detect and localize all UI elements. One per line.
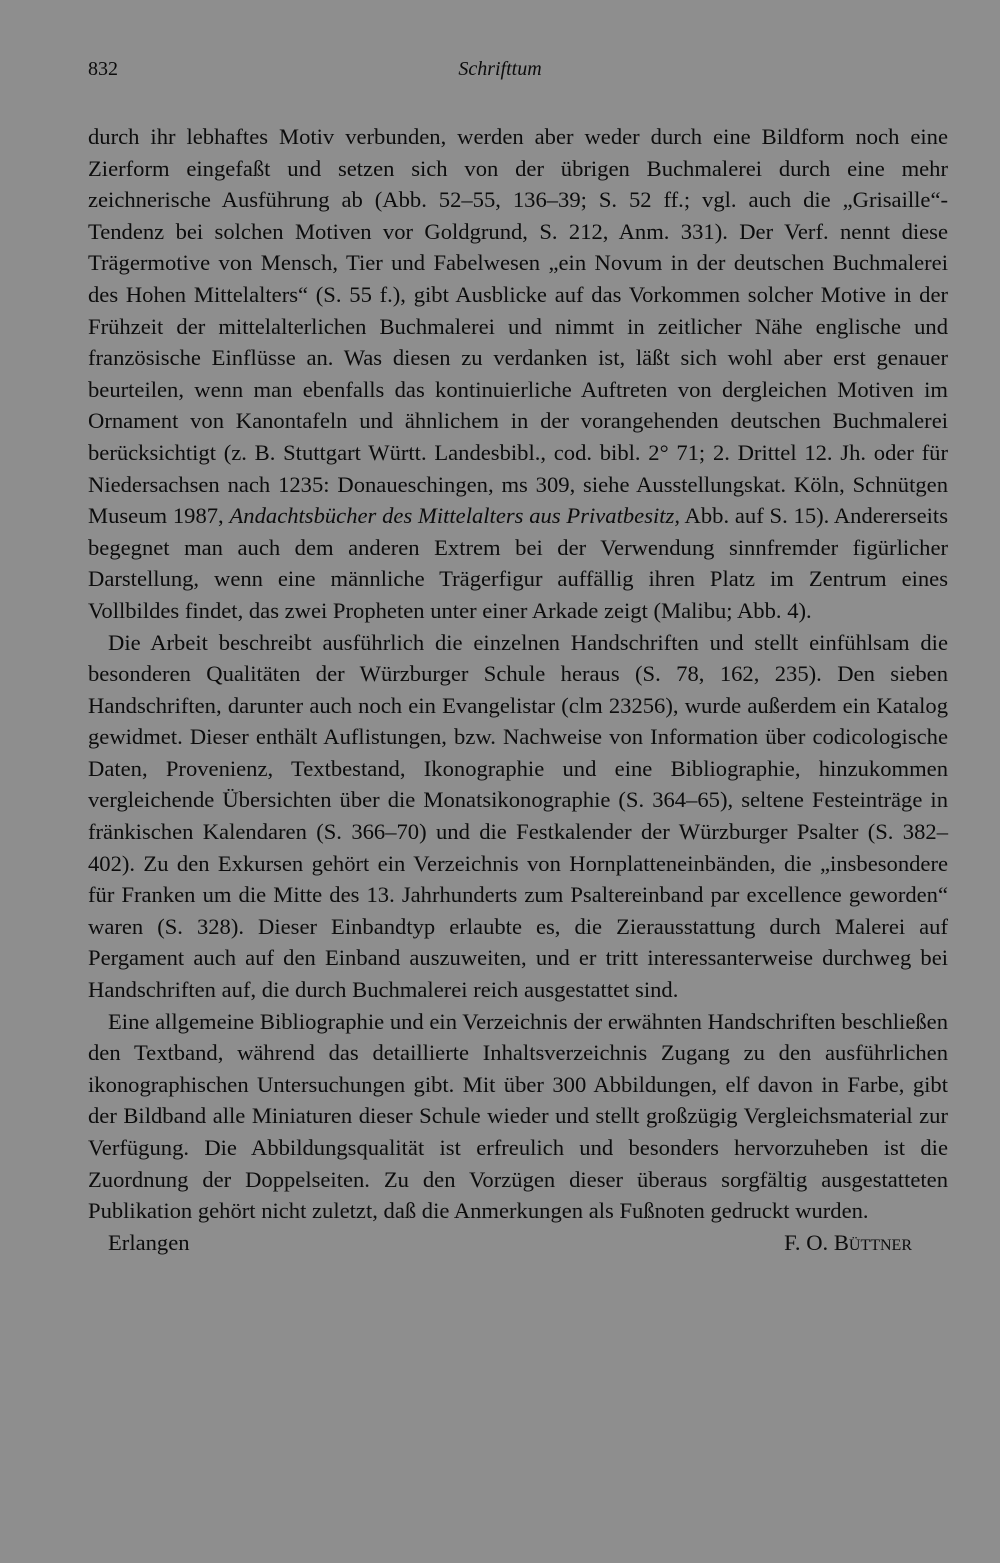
page-header bbox=[88, 58, 912, 88]
paragraph-3: Eine allgemeine Bibliographie und ein Verzeichnis der erwähnten Handschriften beschließen den Textband, während das detaillierte Inhaltsverzeichnis Zugang zu den ausführlichen ikonographischen Untersuchungen gibt. Mit über 300 Abbildungen, elf davon in Farbe, gibt der Bildband alle Miniaturen dieser Schule wieder und stellt großzügig Vergleichsmaterial zur Verfügung. Die Abbildungsqualität ist erfreulich und besonders hervorzuheben ist die Zuordnung der Doppelseiten. Zu den Vorzügen dieser überaus sorgfältig ausgestatteten Publikation gehört nicht zuletzt, daß die Anmerkungen als Fußnoten gedruckt wurden. bbox=[88, 1008, 948, 1224]
review-body bbox=[88, 121, 948, 1259]
paragraph-1-text: durch ihr lebhaftes Motiv verbunden, werden aber weder durch eine Bildform noch eine Zierform eingefaßt und setzen sich von der übrigen Buchmalerei durch eine mehr zeichnerische Ausführung ab (Abb. 52–55, 136–39; S. 52 ff.; vgl. auch die „Grisaille“-Tendenz bei solchen Motiven vor Goldgrund, S. 212, Anm. 331). Der Verf. nennt diese Trägermotive von Mensch, Tier und Fabelwesen „ein Novum in der deutschen Buchmalerei des Hohen Mittelalters“ (S. 55 f.), gibt Ausblicke auf das Vorkommen solcher Motive in der Frühzeit der mittelalterlichen Buchmalerei und nimmt in zeitlicher Nähe englische und französische Einflüsse an. Was diesen zu verdanken ist, läßt sich wohl aber erst genauer beurteilen, wenn man ebenfalls das kontinuierliche Auftreten von dergleichen Motiven im Ornament von Kanontafeln und ähnlichem in der vorangehenden deutschen Buchmalerei berücksichtigt (z. B. Stuttgart Württ. Landesbibl., cod. bibl. 2° 71; 2. Drittel 12. Jh. oder für Niedersachsen nach 1235: Donaueschingen, ms 309, siehe Ausstellungskat. Köln, Schnütgen Museum 1987, bbox=[88, 124, 948, 529]
signature-place: Erlangen bbox=[108, 1229, 190, 1255]
signature-line bbox=[88, 1227, 948, 1259]
signature-author: F. O. Büttner bbox=[784, 1229, 912, 1255]
paragraph-1-text-continued: Abb. auf S. 15). Andererseits begegnet man auch dem anderen Extrem bei der Verwendung sinnfremder figürlicher Darstellung, wenn eine männliche Trägerfigur auffällig ihren Platz im Zentrum eines Vollbildes findet, das zwei Propheten unter einer Arkade zeigt (Malibu; Abb. 4). bbox=[88, 503, 949, 623]
paragraph-2: Die Arbeit beschreibt ausführlich die einzelnen Handschriften und stellt einfühlsam die besonderen Qualitäten der Würzburger Schule heraus (S. 78, 162, 235). Den sieben Handschriften, darunter auch noch ein Evangelistar (clm 23256), wurde außerdem ein Katalog gewidmet. Dieser enthält Auflistungen, bzw. Nachweise von Information über codicologische Daten, Provenienz, Textbestand, Ikonographie und eine Bibliographie, hinzukommen vergleichende Übersichten über die Monatsikonographie (S. 364–65), seltene Festeinträge in fränkischen Kalendaren (S. 366–70) und die Festkalender der Würzburger Psalter (S. 382–402). Zu den Exkursen gehört ein Verzeichnis von Hornplatteneinbänden, die „insbesondere für Franken um die Mitte des 13. Jahrhunderts zum Psaltereinband par excellence geworden“ waren (S. 328). Dieser Einbandtyp erlaubte es, die Zierausstattung durch Malerei auf Pergament auch auf den Einband auszuweiten, und er tritt interessanterweise durchweg bei Handschriften auf, die durch Buchmalerei reich ausgestattet sind. bbox=[88, 629, 948, 1003]
page-number: 832 bbox=[88, 58, 118, 80]
paragraph-1 bbox=[88, 121, 948, 627]
running-head: Schrifttum bbox=[458, 58, 542, 80]
book-title-italic: Andachtsbücher des Mittelalters aus Privatbesitz, bbox=[229, 503, 680, 529]
